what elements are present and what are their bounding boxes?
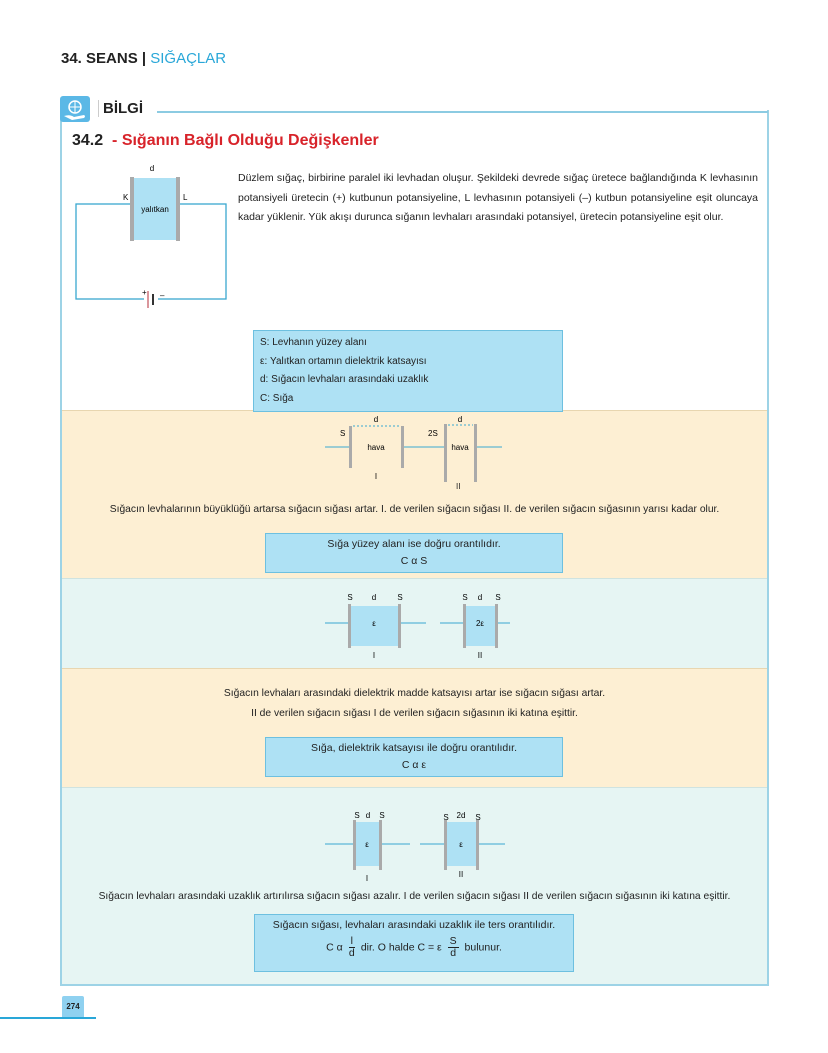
definition-item: S: Levhanın yüzey alanı xyxy=(260,337,367,348)
cap-label-ii: II xyxy=(456,482,461,491)
definition-item: d: Sığacın levhaları arasındaki uzaklık xyxy=(260,374,429,385)
dielectric-capacitors xyxy=(320,588,510,660)
rule-text: Sığacın sığası, levhaları arasındaki uzaklık ile ters orantılıdır. xyxy=(272,919,556,931)
divider xyxy=(157,111,768,113)
d-label: 2d xyxy=(456,811,466,820)
section-title xyxy=(72,132,379,150)
circuit-diagram xyxy=(70,160,235,312)
s-label: S xyxy=(379,811,385,820)
title-dash: - xyxy=(112,132,118,149)
d-label: d xyxy=(371,593,377,602)
d-label: d xyxy=(477,593,483,602)
d-label: d xyxy=(373,415,379,424)
distance-text: Sığacın levhaları arasındaki uzaklık artırılırsa sığacın sığası azalır. I de verilen sığacın sığası II de verilen sığacın sığasının iki katına eşittir. xyxy=(98,891,731,902)
definition-item: C: Sığa xyxy=(260,392,294,404)
globe-hand-icon xyxy=(60,96,90,122)
medium-label: ε xyxy=(459,840,463,849)
s-label: S xyxy=(397,593,403,602)
dielectric-rule-box xyxy=(265,737,563,777)
numerator: l xyxy=(350,935,353,947)
topic-label: SIĞAÇLAR xyxy=(150,50,227,67)
numerator: S xyxy=(449,935,457,947)
s-label: S xyxy=(354,811,360,820)
area-label: 2S xyxy=(428,429,438,438)
l-label: L xyxy=(183,193,188,202)
area-text: Sığacın levhalarının büyüklüğü artarsa sığacın sığası artar. I. de verilen sığacın sığası II. de verilen sığacın sığasının yarısı kadar olur. xyxy=(109,504,720,515)
formula-part: bulunur. xyxy=(464,941,502,954)
distance-rule-box xyxy=(254,914,574,972)
d-label: d xyxy=(457,415,463,424)
medium-label: ε xyxy=(365,840,369,849)
dielectric-text-2: II de verilen sığacın sığası I de verilen sığacın sığasının iki katına eşittir. xyxy=(251,708,578,719)
medium-label: hava xyxy=(367,443,385,452)
s-label: S xyxy=(495,593,501,602)
intro-text: Düzlem sığaç, birbirine paralel iki levhadan oluşur. Şekildeki devrede sığaç üretece bağlandığında K levhasının potansiyeli üretecin (+) kutbunun potansiyeline, L levhasının potansiyeli (–) kutbun potansiyeline eşit oluncaya kadar yüklenir. Yük akışı durunca sığanın levhaları arasındaki potansiyel, üretecin potansiyeline eşit olur. xyxy=(238,172,758,223)
distance-capacitors xyxy=(320,806,510,882)
formula: C α S xyxy=(400,555,428,567)
formula: C α ε xyxy=(401,759,427,771)
formula-part: dir. O halde C = ε xyxy=(360,941,442,954)
s-label: S xyxy=(347,593,353,602)
denominator: d xyxy=(348,947,355,959)
s-label: S xyxy=(475,813,481,822)
page-number: 274 xyxy=(62,996,84,1017)
area-label: S xyxy=(340,429,346,438)
formula-part: C α xyxy=(326,941,343,954)
page-header xyxy=(61,50,226,67)
medium-label: 2ε xyxy=(475,619,485,628)
plus-label: + xyxy=(142,288,147,297)
medium-label: hava xyxy=(451,443,469,452)
rule-text: Sığa yüzey alanı ise doğru orantılıdır. xyxy=(327,538,501,550)
minus-label: – xyxy=(160,291,165,300)
d-label: d xyxy=(149,164,155,173)
dielectric-text-1: Sığacın levhaları arasındaki dielektrik madde katsayısı artar ise sığacın sığası artar. xyxy=(223,688,606,699)
footer-line xyxy=(0,1017,96,1019)
dielectric-label: yalıtkan xyxy=(141,205,169,214)
cap-label-i: I xyxy=(374,472,378,481)
cap-label-ii: II xyxy=(477,651,483,660)
bilgi-label: BİLGİ xyxy=(98,100,143,117)
seans-label: 34. SEANS xyxy=(61,50,138,67)
medium-label: ε xyxy=(372,619,376,628)
s-label: S xyxy=(443,813,449,822)
area-rule-box xyxy=(265,533,563,573)
area-capacitors xyxy=(320,412,510,482)
separator: | xyxy=(141,50,147,67)
cap-label-i: I xyxy=(365,874,369,882)
s-label: S xyxy=(462,593,468,602)
title-text: Sığanın Bağlı Olduğu Değişkenler xyxy=(121,132,379,149)
rule-text: Sığa, dielektrik katsayısı ile doğru orantılıdır. xyxy=(310,742,518,754)
definitions-box xyxy=(253,330,563,412)
cap-label-i: I xyxy=(372,651,376,660)
d-label: d xyxy=(365,811,371,820)
fraction xyxy=(349,936,355,959)
definition-item: ε: Yalıtkan ortamın dielektrik katsayısı xyxy=(260,355,427,367)
denominator: d xyxy=(450,947,457,959)
formula xyxy=(257,936,571,959)
cap-label-ii: II xyxy=(458,870,464,879)
fraction xyxy=(448,936,459,959)
k-label: K xyxy=(123,193,129,202)
title-number: 34.2 xyxy=(72,132,104,149)
